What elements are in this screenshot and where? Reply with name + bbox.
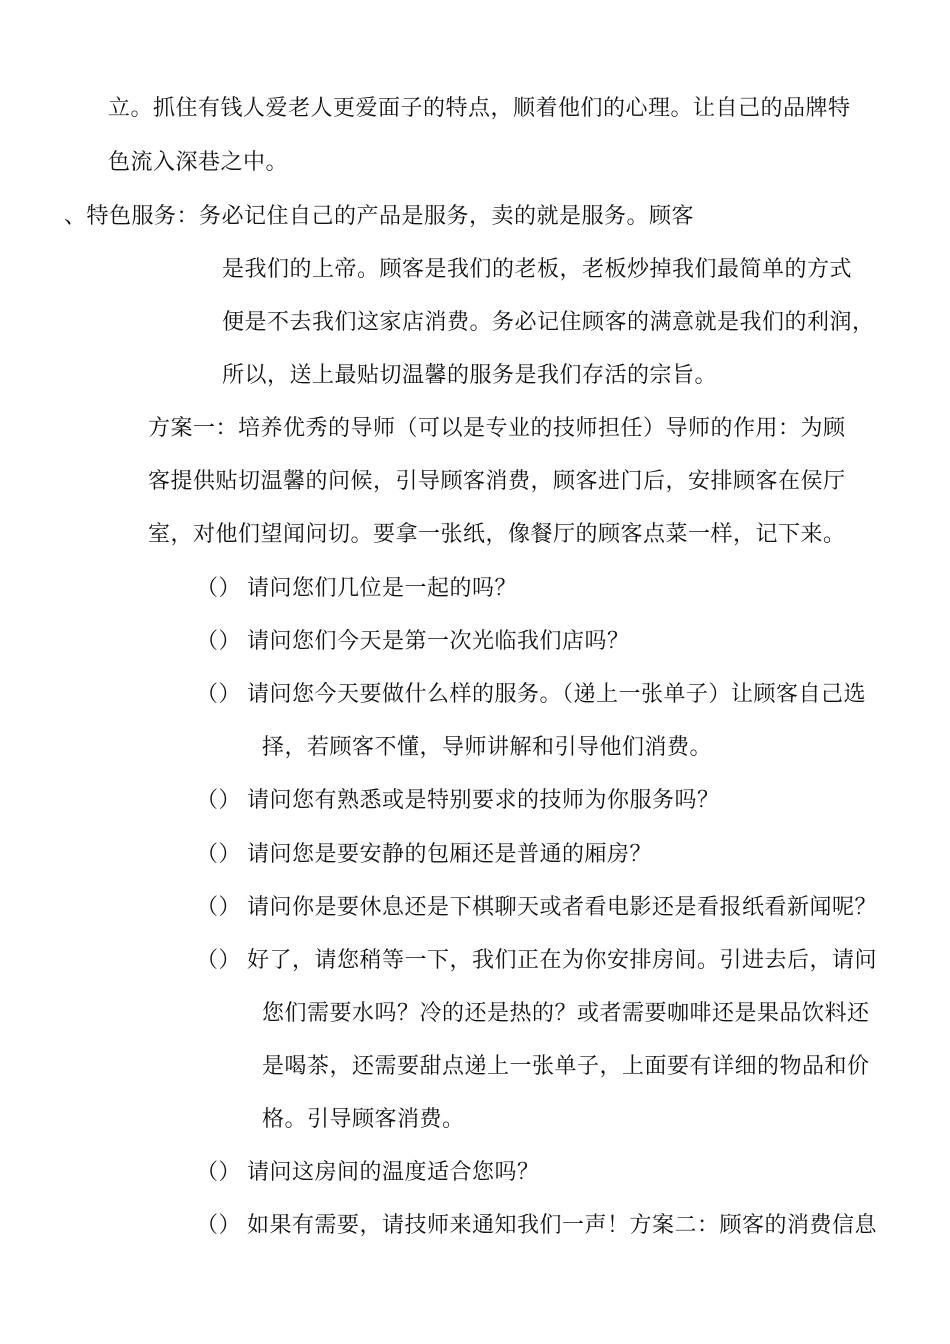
list-item-text: 请问你是要休息还是下棋聊天或者看电影还是看报纸看新闻呢？ [247,895,878,920]
text-line: 所以，送上最贴切温馨的服务是我们存活的宗旨。 [222,363,718,388]
list-item-continuation: 您们需要水吗？冷的还是热的？或者需要咖啡还是果品饮料还 [262,1001,870,1026]
text-line: 是我们的上帝。顾客是我们的老板，老板炒掉我们最简单的方式 [222,257,853,282]
text-line: 便是不去我们这家店消费。务必记住顾客的满意就是我们的利润， [222,310,875,335]
list-marker: （） [196,842,242,867]
text-line: 立。抓住有钱人爱老人更爱面子的特点，顺着他们的心理。让自己的品牌特 [108,96,851,121]
list-item [196,893,877,923]
list-marker: （） [196,682,242,707]
list-marker: （） [196,576,242,601]
list-item [196,840,652,870]
list-item [196,680,866,710]
list-marker: （） [196,1160,242,1185]
list-item-text: 如果有需要，请技师来通知我们一声！方案二：顾客的消费信息 [247,1213,878,1238]
plan-line: 方案一：培养优秀的导师（可以是专业的技师担任）导师的作用：为顾 [148,416,846,441]
section-heading-line: 、特色服务：务必记住自己的产品是服务，卖的就是服务。顾客 [64,204,695,229]
list-item [196,1158,540,1188]
list-item-text: 好了，请您稍等一下，我们正在为你安排房间。引进去后，请问 [247,948,878,973]
list-item-text: 请问这房间的温度适合您吗？ [247,1160,540,1185]
list-item [196,1211,877,1241]
list-item [196,786,720,816]
list-item [196,627,630,657]
list-item-continuation: 择，若顾客不懂，导师讲解和引导他们消费。 [262,735,713,760]
list-marker: （） [196,895,242,920]
list-item-text: 请问您是要安静的包厢还是普通的厢房？ [247,842,653,867]
list-item-text: 请问您今天要做什么样的服务。（递上一张单子）让顾客自己选 [247,682,867,707]
plan-line: 室，对他们望闻问切。要拿一张纸，像餐厅的顾客点菜一样，记下来。 [148,522,846,547]
list-item-text: 请问您们今天是第一次光临我们店吗？ [247,629,630,654]
list-marker: （） [196,1213,242,1238]
plan-line: 客提供贴切温馨的问候，引导顾客消费，顾客进门后，安排顾客在侯厅 [148,469,846,494]
list-marker: （） [196,788,242,813]
list-item-continuation: 是喝茶，还需要甜点递上一张单子，上面要有详细的物品和价 [262,1054,870,1079]
list-marker: （） [196,629,242,654]
list-item-text: 请问您们几位是一起的吗？ [247,576,518,601]
list-marker: （） [196,948,242,973]
list-item [196,574,517,604]
list-item-continuation: 格。引导顾客消费。 [262,1107,465,1132]
list-item-text: 请问您有熟悉或是特别要求的技师为你服务吗？ [247,788,720,813]
text-line: 色流入深巷之中。 [108,150,289,175]
list-item [196,946,877,976]
